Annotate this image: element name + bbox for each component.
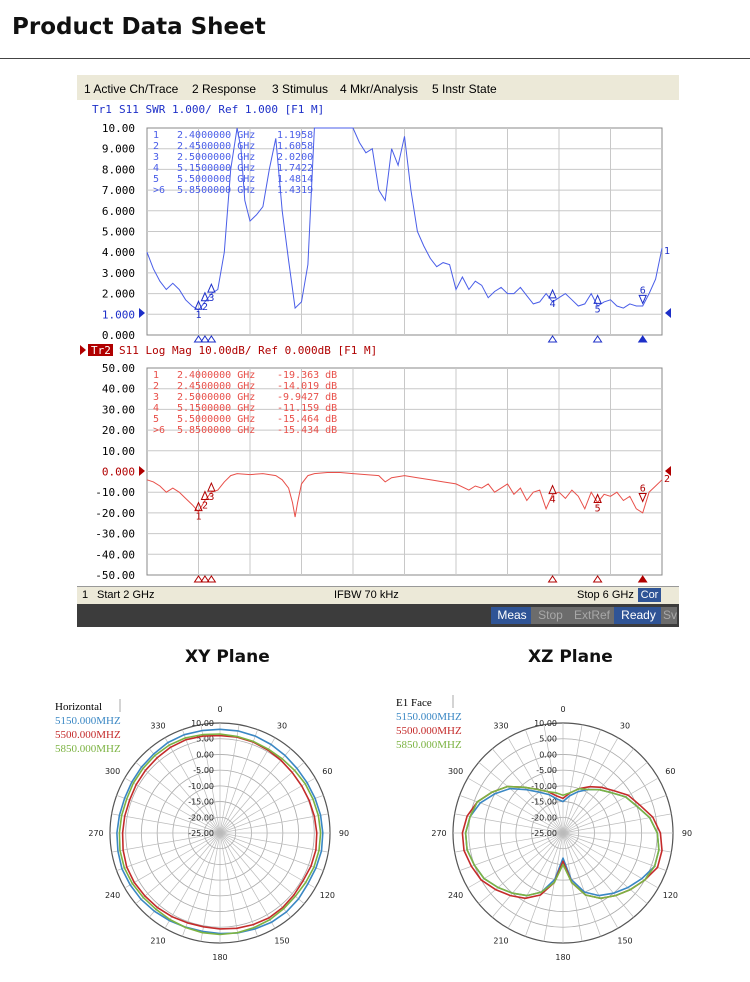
logmag-reference-number: 2: [664, 474, 671, 485]
marker-row-freq: 5.8500000 GHz: [177, 185, 256, 196]
marker-row-label: 4: [153, 163, 160, 174]
status-ifbw: IFBW 70 kHz: [334, 589, 399, 601]
menu-mkr-analysis[interactable]: 4 Mkr/Analysis: [340, 82, 419, 96]
marker-row-value: 1.4319: [277, 185, 314, 196]
softkey-ready[interactable]: Ready: [614, 607, 663, 624]
marker-row-label: 2: [153, 381, 160, 392]
polar-angle-label: 30: [619, 721, 631, 731]
marker-row-label: 3: [153, 392, 160, 403]
polar-angle-label: 300: [447, 767, 464, 776]
logmag-marker-table: [153, 370, 337, 436]
xy-polar-grid: [88, 705, 349, 962]
xy-legend-title: Horizontal: [55, 701, 103, 713]
polar-angle-label: 30: [276, 721, 288, 731]
polar-r-tick: 0.00: [196, 750, 214, 760]
y-tick-label: 0.000: [101, 329, 135, 342]
polar-r-tick: -10.00: [188, 781, 214, 791]
polar-r-tick: -25.00: [188, 829, 214, 838]
marker-row-freq: 5.1500000 GHz: [177, 403, 256, 414]
polar-r-tick: 5.00: [539, 734, 557, 744]
marker-row-label: 3: [153, 152, 160, 163]
polar-angle-label: 150: [617, 936, 633, 946]
y-tick-label: 4.000: [101, 246, 135, 260]
vna-screenshot: [77, 75, 679, 627]
polar-r-tick: -15.00: [531, 797, 557, 807]
y-tick-label: 10.00: [101, 122, 135, 135]
logmag-trace-label: Tr2: [91, 344, 111, 357]
vna-menu-bar: [77, 75, 679, 101]
polar-angle-label: 240: [104, 891, 121, 900]
vna-status-bar: [77, 586, 679, 604]
polar-angle-label: 210: [493, 936, 509, 946]
polar-angle-label: 330: [150, 721, 166, 731]
polar-r-tick: 0.00: [539, 750, 557, 760]
xz-plane-title: XZ Plane: [528, 647, 613, 667]
status-start: Start 2 GHz: [97, 589, 155, 601]
y-tick-label: -50.00: [95, 569, 135, 582]
menu-response[interactable]: 2 Response: [192, 82, 257, 96]
polar-angle-label: 90: [681, 829, 693, 838]
marker-row-value: 2.0200: [277, 152, 314, 163]
marker-row-freq: 2.4000000 GHz: [177, 370, 256, 381]
marker-number-1: 1: [195, 310, 202, 322]
xy-polar-chart: [50, 690, 350, 980]
marker-row-freq: 2.5000000 GHz: [177, 392, 256, 403]
vna-plot-area: [77, 100, 679, 586]
marker-row-freq: 5.5000000 GHz: [177, 414, 256, 425]
marker-row-freq: 2.4500000 GHz: [177, 141, 256, 152]
softkey-extref[interactable]: ExtRef: [568, 607, 616, 624]
marker-row-value: -9.9427 dB: [277, 392, 338, 403]
marker-row-value: -15.464 dB: [277, 414, 338, 425]
y-tick-label: 1.000: [101, 308, 135, 322]
marker-row-value: -11.159 dB: [277, 403, 338, 414]
status-stop: Stop 6 GHz: [577, 589, 634, 601]
polar-r-tick: 10.00: [191, 719, 214, 728]
marker-row-value: -15.434 dB: [277, 425, 338, 436]
logmag-y-ticks: [95, 362, 135, 582]
polar-angle-label: 330: [493, 721, 509, 731]
marker-row-value: 1.6058: [277, 141, 314, 152]
marker-row-freq: 2.4000000 GHz: [177, 130, 256, 141]
polar-angle-label: 120: [319, 891, 336, 900]
y-tick-label: 9.000: [101, 142, 135, 156]
marker-row-value: -19.363 dB: [277, 370, 338, 381]
marker-number-2: 2: [201, 500, 208, 512]
y-tick-label: 5.000: [101, 225, 135, 239]
marker-row-freq: 2.4500000 GHz: [177, 381, 256, 392]
xz-legend-5850: 5850.000MHZ: [396, 739, 462, 751]
marker-number-6: 6: [639, 285, 646, 297]
softkey-stop[interactable]: Stop: [531, 607, 570, 624]
logmag-header: S11 Log Mag 10.00dB/ Ref 0.000dB [F1 M]: [119, 344, 378, 357]
polar-angle-label: 60: [665, 767, 676, 776]
marker-number-4: 4: [549, 494, 556, 506]
y-tick-label: 2.000: [101, 287, 135, 301]
marker-row-label: 1: [153, 130, 160, 141]
y-tick-label: -40.00: [95, 548, 135, 562]
swr-header: S11 SWR 1.000/ Ref 1.000 [F1 M]: [119, 103, 325, 116]
softkey-sv[interactable]: Sv: [663, 608, 678, 622]
marker-row-label: >6: [153, 425, 166, 436]
marker-row-freq: 5.1500000 GHz: [177, 163, 256, 174]
marker-row-freq: 2.5000000 GHz: [177, 152, 256, 163]
marker-number-5: 5: [594, 503, 601, 515]
polar-r-tick: -15.00: [188, 797, 214, 807]
status-channel: 1: [82, 589, 89, 601]
y-tick-label: -10.00: [95, 486, 135, 500]
polar-r-tick: -25.00: [531, 829, 557, 838]
polar-r-tick: 10.00: [534, 719, 557, 728]
xy-legend-5150: 5150.000MHZ: [55, 715, 121, 727]
xz-polar-grid: [431, 705, 692, 962]
marker-row-label: 5: [153, 414, 160, 425]
polar-angle-label: 270: [431, 829, 447, 838]
xz-legend-5500: 5500.000MHZ: [396, 725, 462, 737]
marker-row-value: 1.7422: [277, 163, 314, 174]
menu-active-ch-trace[interactable]: 1 Active Ch/Trace: [84, 82, 179, 96]
polar-angle-label: 300: [104, 767, 121, 776]
y-tick-label: 20.00: [101, 424, 135, 438]
menu-instr-state[interactable]: 5 Instr State: [432, 82, 497, 96]
polar-r-tick: -5.00: [193, 766, 214, 776]
polar-angle-label: 210: [150, 936, 166, 946]
marker-row-value: 1.1958: [277, 130, 314, 141]
xy-plane-title: XY Plane: [185, 647, 270, 667]
xz-legend-5150: 5150.000MHZ: [396, 711, 462, 723]
y-tick-label: 30.00: [101, 403, 135, 417]
swr-marker-table: [153, 130, 313, 196]
y-tick-label: -20.00: [95, 506, 135, 520]
marker-number-3: 3: [208, 492, 215, 504]
swr-y-ticks: [102, 122, 135, 342]
xy-legend-5850: 5850.000MHZ: [55, 743, 121, 755]
marker-row-label: 2: [153, 141, 160, 152]
polar-angle-label: 270: [88, 829, 104, 838]
marker-number-4: 4: [549, 298, 556, 310]
swr-trace-label: Tr1: [92, 103, 112, 116]
y-tick-label: -30.00: [95, 527, 135, 541]
marker-row-value: 1.4814: [277, 174, 314, 185]
marker-row-label: 4: [153, 403, 160, 414]
polar-r-tick: -5.00: [536, 766, 557, 776]
marker-row-label: 5: [153, 174, 160, 185]
polar-angle-label: 180: [212, 953, 228, 962]
xz-polar-chart: [393, 690, 693, 980]
polar-angle-label: 0: [217, 705, 223, 714]
marker-number-2: 2: [201, 301, 208, 313]
marker-row-freq: 5.5000000 GHz: [177, 174, 256, 185]
xy-legend-5500: 5500.000MHZ: [55, 729, 121, 741]
xz-legend-title: E1 Face: [396, 697, 432, 709]
y-tick-label: 7.000: [101, 184, 135, 198]
marker-number-3: 3: [208, 293, 215, 305]
y-tick-label: 10.00: [101, 444, 135, 458]
marker-number-6: 6: [639, 483, 646, 495]
polar-r-tick: -20.00: [531, 813, 557, 823]
polar-angle-label: 150: [274, 936, 290, 946]
polar-r-tick: -20.00: [188, 813, 214, 823]
polar-angle-label: 0: [560, 705, 566, 714]
polar-angle-label: 60: [322, 767, 333, 776]
marker-number-5: 5: [594, 304, 601, 316]
softkey-meas[interactable]: Meas: [491, 607, 533, 624]
polar-angle-label: 180: [555, 953, 571, 962]
xz-polar-svg: [393, 690, 693, 980]
y-tick-label: 8.000: [101, 163, 135, 177]
polar-angle-label: 90: [338, 829, 350, 838]
y-tick-label: 3.000: [101, 266, 135, 280]
y-tick-label: 50.00: [101, 362, 135, 375]
y-tick-label: 0.000: [101, 465, 135, 479]
marker-row-label: 1: [153, 370, 160, 381]
y-tick-label: 6.000: [101, 204, 135, 218]
polar-r-tick: -10.00: [531, 781, 557, 791]
menu-stimulus[interactable]: 3 Stimulus: [272, 82, 329, 96]
marker-row-label: >6: [153, 185, 166, 196]
marker-row-freq: 5.8500000 GHz: [177, 425, 256, 436]
polar-angle-label: 240: [447, 891, 464, 900]
swr-reference-number: 1: [664, 246, 671, 257]
status-cor-badge: Cor: [638, 588, 661, 602]
polar-r-tick: 5.00: [196, 734, 214, 744]
title-divider: [0, 58, 750, 59]
vna-softkey-bar: [77, 604, 679, 627]
xy-polar-svg: [50, 690, 350, 980]
marker-row-value: -14.019 dB: [277, 381, 338, 392]
marker-number-1: 1: [195, 511, 202, 523]
page-title: Product Data Sheet: [12, 14, 266, 40]
y-tick-label: 40.00: [101, 382, 135, 396]
polar-angle-label: 120: [662, 891, 679, 900]
